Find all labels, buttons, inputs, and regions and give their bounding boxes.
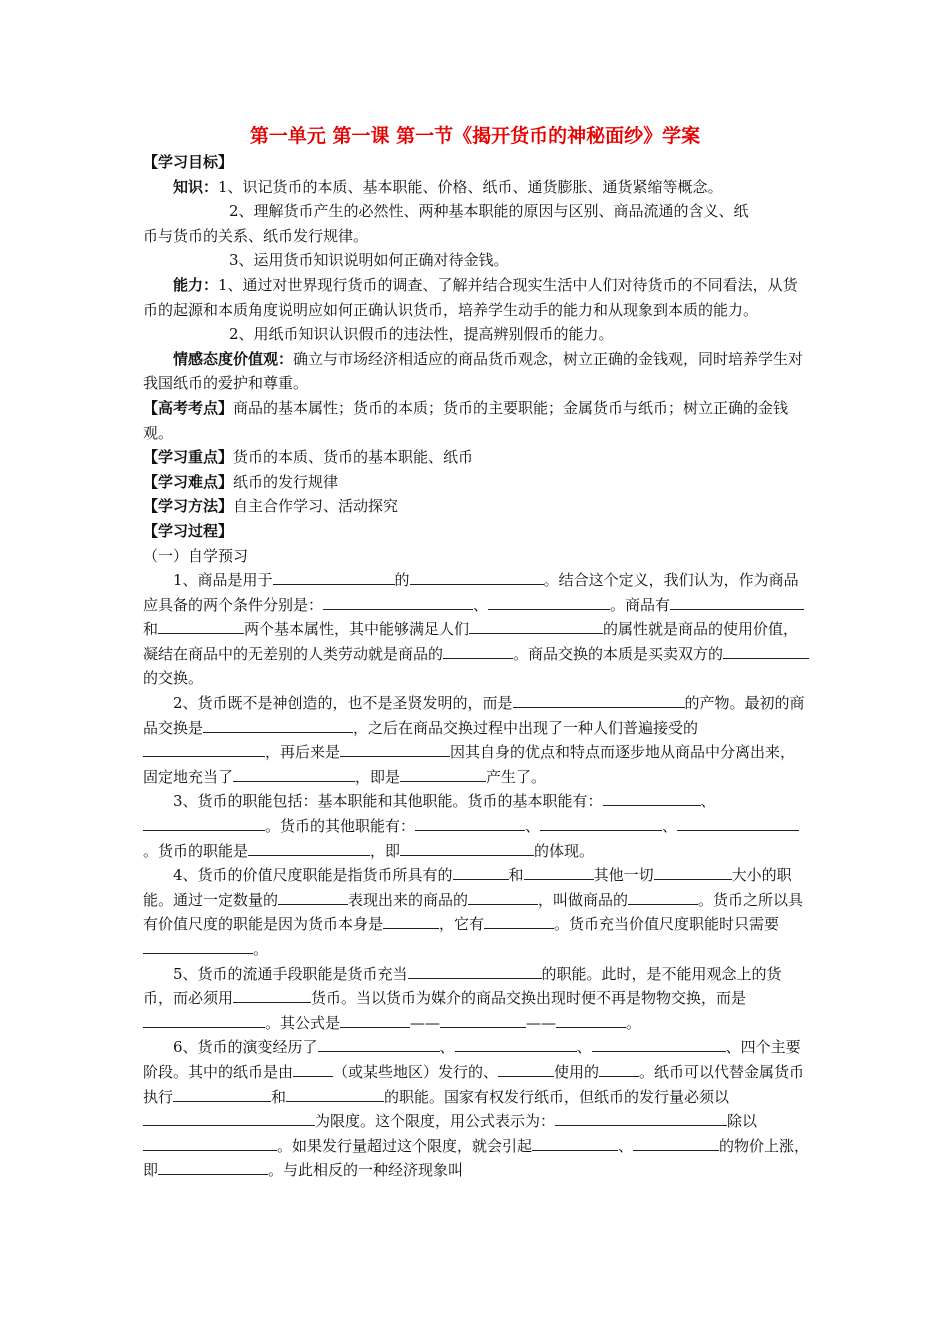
- fill-blank[interactable]: [248, 840, 370, 856]
- exam-points: [143, 396, 810, 445]
- q3-text: 的体现。: [534, 841, 595, 860]
- fill-blank[interactable]: [469, 618, 603, 634]
- q6-text: 。如果发行量超过这个限度，就会引起: [277, 1136, 533, 1155]
- q4-text: 和: [508, 866, 524, 885]
- fill-blank[interactable]: [670, 594, 804, 610]
- q2-text: 因其自身的优点和特点而逐步地从商品中分离出来，固定地充当了: [143, 743, 796, 786]
- q1-text: 。结合这个定义，我们认为，作为商品应具备的两个条件分别是：: [143, 571, 799, 614]
- q6-text: 使用的: [554, 1062, 600, 1081]
- q5-text: 的职能。此时，是不能用观念上的货币，而必须用: [143, 964, 782, 1008]
- fill-blank[interactable]: [540, 815, 662, 831]
- fill-blank[interactable]: [455, 1036, 577, 1052]
- q5-text: ——: [526, 1013, 557, 1032]
- ability-item-1: [143, 273, 810, 322]
- q4-text: 。货币之所以具有价值尺度的职能是因为货币本身是: [143, 890, 804, 934]
- q6-text: 、: [618, 1136, 634, 1155]
- fill-blank[interactable]: [233, 766, 355, 782]
- q5-text: 。其公式是: [265, 1013, 341, 1032]
- focus-points: [143, 445, 810, 470]
- q3-text: 。货币的其他职能有：: [265, 817, 416, 836]
- q6-text: 。纸币可以代替金属货币执行: [143, 1062, 805, 1106]
- exam-text: 商品的基本属性；货币的本质；货币的主要职能；金属货币与纸币；树立正确的金钱观。: [143, 398, 789, 442]
- question-1: [143, 568, 810, 691]
- q4-text: 表现出来的商品的: [348, 890, 469, 909]
- fill-blank[interactable]: [599, 1061, 639, 1077]
- q6-text: 除以: [727, 1112, 758, 1131]
- difficulty-points: [143, 470, 810, 495]
- knowledge-item-1: [143, 175, 810, 200]
- fill-blank[interactable]: [488, 594, 610, 610]
- q3-text: 、: [662, 817, 678, 836]
- q4-text: 。货币充当价值尺度职能时只需要: [554, 915, 780, 934]
- fill-blank[interactable]: [628, 889, 698, 905]
- q6-text: （或某些地区）发行的、: [333, 1062, 499, 1081]
- fill-blank[interactable]: [143, 741, 265, 757]
- q3-text: 、: [700, 792, 716, 811]
- q1-text: 和: [143, 620, 159, 639]
- q4-text: 大小的职能。通过一定数量的: [143, 866, 792, 909]
- ability-text-1: 1、通过对世界现行货币的调查、了解并结合现实生活中人们对待货币的不同看法，从货币的起源和本质角度说明应如何正确认识货币，培养学生动手的能力和从现象到本质的能力。: [143, 275, 798, 319]
- knowledge-text-1: 1、识记货币的本质、基本职能、价格、纸币、通货膨胀、通货紧缩等概念。: [218, 177, 723, 196]
- fill-blank[interactable]: [143, 938, 253, 954]
- q1-text: 的交换。: [143, 669, 204, 688]
- q2-text: ，即是: [355, 767, 401, 786]
- fill-blank[interactable]: [273, 569, 395, 585]
- q2-text: 2、货币既不是神创造的，也不是圣贤发明的，而是: [173, 694, 513, 713]
- question-2: [143, 691, 810, 789]
- q6-text: 。与此相反的一种经济现象叫: [268, 1161, 464, 1180]
- q6-text: 和: [271, 1087, 287, 1106]
- fill-blank[interactable]: [592, 1036, 726, 1052]
- q5-text: 货币。当以货币为媒介的商品交换出现时便不再是物物交换，而是: [311, 989, 747, 1008]
- method-text: 自主合作学习、活动探究: [233, 497, 399, 516]
- values-item: [143, 347, 810, 396]
- knowledge-item-2: 2、理解货币产生的必然性、两种基本职能的原因与区别、商品流通的含义、纸: [229, 202, 749, 221]
- ability-label: 能力：: [173, 275, 219, 294]
- q5-text: 。: [626, 1013, 642, 1032]
- exam-heading: 【高考考点】: [143, 398, 234, 417]
- fill-blank[interactable]: [440, 1012, 526, 1028]
- fill-blank[interactable]: [400, 840, 534, 856]
- fill-blank[interactable]: [453, 864, 509, 880]
- q4-text: ，叫做商品的: [538, 890, 629, 909]
- fill-blank[interactable]: [143, 1012, 265, 1028]
- objectives-heading: 【学习目标】: [143, 153, 234, 171]
- process-heading: 【学习过程】: [143, 521, 234, 540]
- q2-text: ，再后来是: [265, 743, 341, 762]
- q4-text: ，它有: [439, 915, 485, 934]
- q4-text: 。: [253, 940, 269, 958]
- fill-blank[interactable]: [410, 569, 544, 585]
- question-4: [143, 863, 810, 961]
- knowledge-item-3: 3、运用货币知识说明如何正确对待金钱。: [229, 251, 509, 270]
- fill-blank[interactable]: [318, 1036, 440, 1052]
- q6-text: 、: [439, 1038, 455, 1057]
- fill-blank[interactable]: [143, 815, 265, 831]
- fill-blank[interactable]: [498, 1061, 554, 1077]
- focus-heading: 【学习重点】: [143, 448, 234, 467]
- q1-text: 两个基本属性，其中能够满足人们: [244, 620, 470, 639]
- q6-text: 6、货币的演变经历了: [173, 1038, 318, 1057]
- ability-item-2: 2、用纸币知识认识假币的违法性，提高辨别假币的能力。: [229, 325, 614, 344]
- fill-blank[interactable]: [556, 1012, 626, 1028]
- fill-blank[interactable]: [513, 692, 685, 708]
- q6-text: 、: [576, 1038, 592, 1057]
- fill-blank[interactable]: [654, 864, 732, 880]
- q2-text: ，之后在商品交换过程中出现了一种人们普遍接受的: [353, 718, 699, 737]
- section-heading: （一）自学预习: [143, 546, 249, 565]
- fill-blank[interactable]: [532, 1135, 618, 1151]
- fill-blank[interactable]: [158, 1159, 268, 1175]
- q4-text: 其他一切: [593, 866, 654, 885]
- fill-blank[interactable]: [468, 889, 538, 905]
- fill-blank[interactable]: [173, 1086, 271, 1102]
- fill-blank[interactable]: [484, 913, 554, 929]
- fill-blank[interactable]: [143, 1135, 277, 1151]
- q4-text: 4、货币的价值尺度职能是指货币所具有的: [173, 866, 453, 885]
- values-label: 情感态度价值观：: [173, 349, 294, 368]
- fill-blank[interactable]: [293, 1061, 333, 1077]
- fill-blank[interactable]: [278, 889, 348, 905]
- fill-blank[interactable]: [415, 815, 525, 831]
- fill-blank[interactable]: [233, 987, 311, 1003]
- q1-text: 、: [473, 595, 489, 614]
- question-3: [143, 789, 810, 863]
- values-text: 确立与市场经济相适应的商品货币观念，树立正确的金钱观，同时培养学生对我国纸币的爱护和尊重。: [143, 349, 804, 393]
- fill-blank[interactable]: [323, 594, 473, 610]
- q2-text: 产生了。: [486, 767, 547, 786]
- q6-text: 的职能。国家有权发行纸币，但纸币的发行量必须以: [384, 1087, 730, 1106]
- fill-blank[interactable]: [340, 1012, 410, 1028]
- knowledge-item-2-cont: 币与货币的关系、纸币发行规律。: [143, 226, 369, 245]
- fill-blank[interactable]: [723, 643, 809, 659]
- fill-blank[interactable]: [158, 618, 244, 634]
- q1-text: 的属性就是商品的使用价值，凝结在商品中的无差别的人类劳动就是商品的: [143, 620, 799, 663]
- q1-text: 的: [394, 571, 410, 590]
- q6-text: 、四个主要阶段。其中的纸币是由: [143, 1038, 801, 1081]
- q2-text: 的产物。最初的商品交换是: [143, 694, 805, 737]
- q5-text: ——: [410, 1013, 441, 1032]
- fill-blank[interactable]: [633, 1135, 719, 1151]
- q1-text: 。商品有: [610, 595, 671, 614]
- q6-text: 为限度。这个限度，用公式表示为：: [315, 1112, 556, 1131]
- q3-text: 、: [525, 817, 541, 836]
- difficulty-heading: 【学习难点】: [143, 472, 234, 491]
- fill-blank[interactable]: [443, 643, 513, 659]
- fill-blank[interactable]: [340, 741, 450, 757]
- method-points: [143, 494, 810, 519]
- page-title: 第一单元 第一课 第一节《揭开货币的神秘面纱》学案: [249, 125, 701, 147]
- q5-text: 5、货币的流通手段职能是货币充当: [173, 964, 408, 983]
- question-6: [143, 1035, 810, 1183]
- q3-text: ，即: [370, 841, 401, 860]
- knowledge-label: 知识：: [173, 177, 219, 196]
- difficulty-text: 纸币的发行规律: [233, 472, 339, 491]
- q3-text: 。货币的职能是: [143, 841, 249, 860]
- fill-blank[interactable]: [408, 963, 542, 979]
- fill-blank[interactable]: [203, 717, 353, 733]
- fill-blank[interactable]: [286, 1086, 384, 1102]
- q1-text: 。商品交换的本质是买卖双方的: [513, 644, 724, 663]
- fill-blank[interactable]: [603, 790, 701, 806]
- fill-blank[interactable]: [400, 766, 486, 782]
- fill-blank[interactable]: [143, 1110, 315, 1126]
- fill-blank[interactable]: [555, 1110, 727, 1126]
- fill-blank[interactable]: [383, 913, 439, 929]
- q1-text: 1、商品是用于: [173, 571, 273, 590]
- focus-text: 货币的本质、货币的基本职能、纸币: [233, 448, 474, 467]
- fill-blank[interactable]: [677, 815, 799, 831]
- method-heading: 【学习方法】: [143, 497, 234, 516]
- q6-text: 的物价上涨，即: [143, 1136, 810, 1180]
- document-body: [143, 150, 810, 1183]
- q3-text: 3、货币的职能包括：基本职能和其他职能。货币的基本职能有：: [173, 792, 603, 811]
- question-5: [143, 962, 810, 1036]
- fill-blank[interactable]: [524, 864, 594, 880]
